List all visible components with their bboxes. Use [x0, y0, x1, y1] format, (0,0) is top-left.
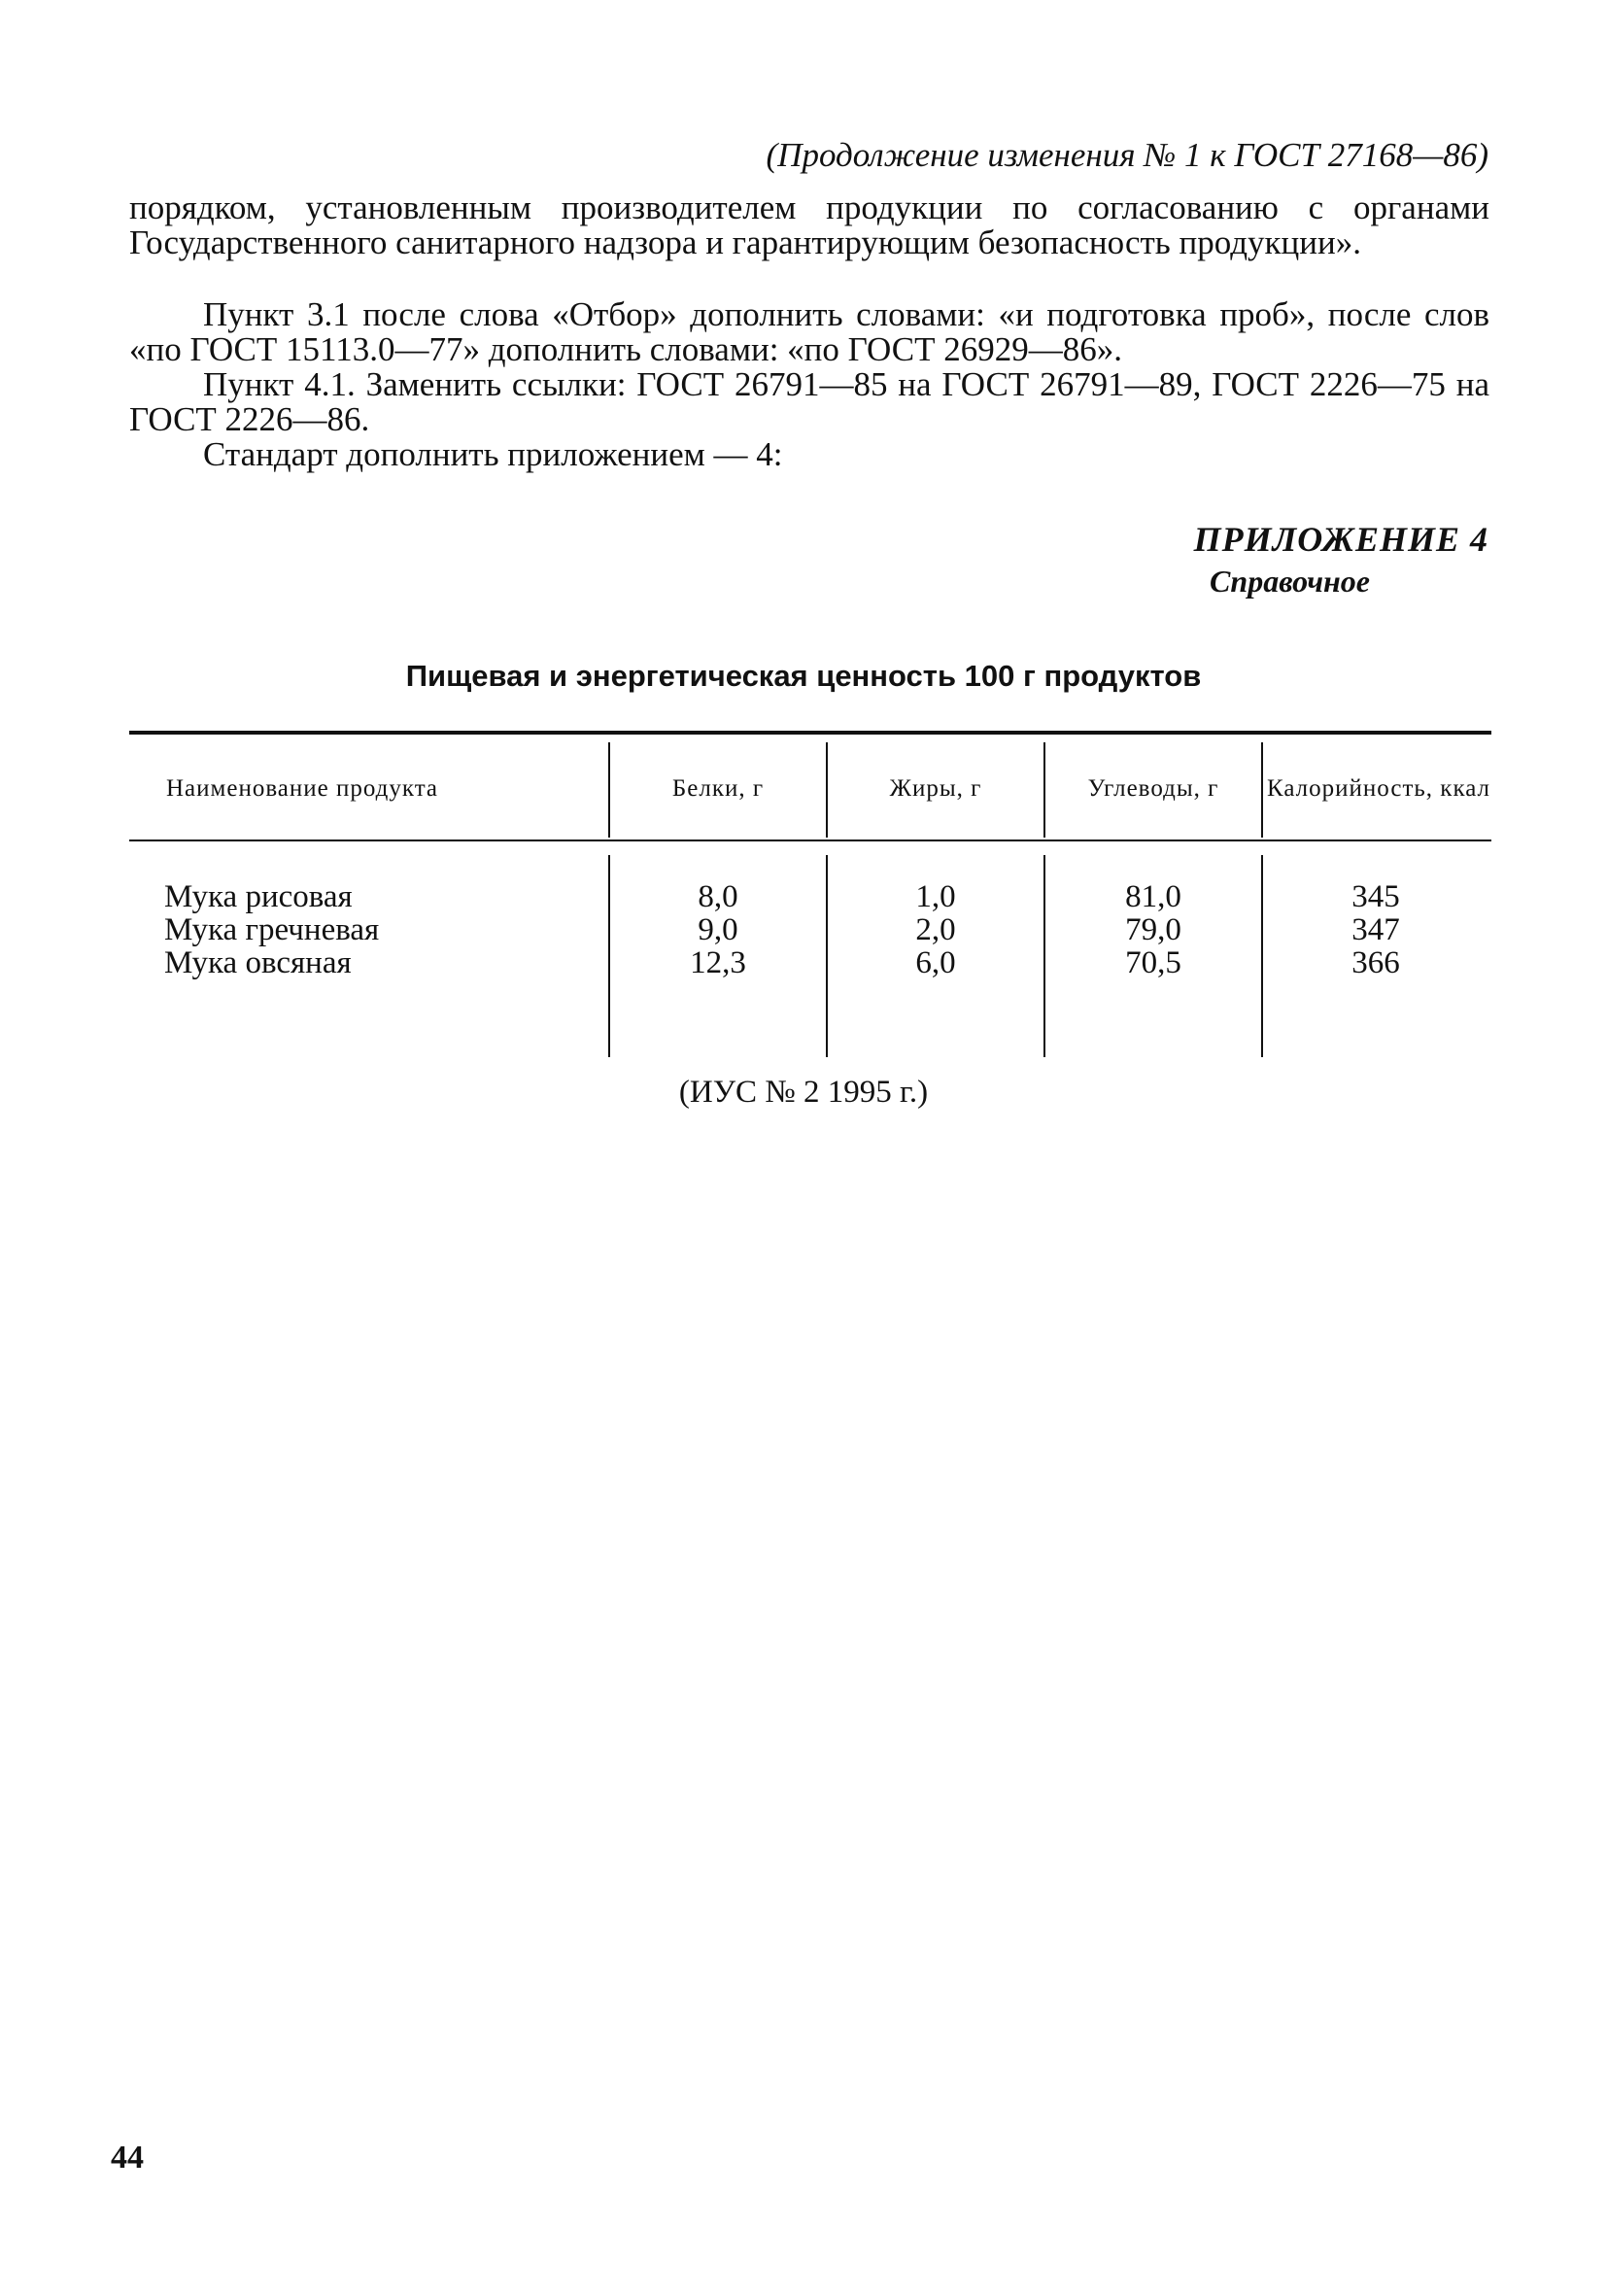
- fat-cell: 2,0: [915, 912, 956, 947]
- appendix-subtitle: Справочное: [1210, 564, 1370, 599]
- column-protein: [610, 880, 826, 979]
- header-product-name: Наименование продукта: [166, 775, 439, 802]
- header-calories: Калорийность, ккал: [1266, 775, 1491, 802]
- table-title: Пищевая и энергетическая ценность 100 г продуктов: [405, 659, 1202, 693]
- header-divider: [1261, 742, 1263, 838]
- nutrition-table: [129, 731, 1491, 1057]
- calories-cell: 345: [1351, 879, 1400, 914]
- table-top-rule: [129, 731, 1491, 735]
- page-number: 44: [111, 2140, 144, 2176]
- carbohydrates-cell: 79,0: [1125, 912, 1181, 947]
- carbohydrates-cell: 81,0: [1125, 879, 1181, 914]
- paragraph-item-4-1: Пункт 4.1. Заменить ссылки: ГОСТ 26791—85 на ГОСТ 26791—89, ГОСТ 2226—75 на ГОСТ 2226—86.: [129, 365, 1489, 438]
- carbohydrates-cell: 70,5: [1125, 945, 1181, 980]
- header-protein: Белки, г: [671, 775, 765, 802]
- product-name-cell: Мука рисовая: [164, 879, 353, 914]
- table-header-rule: [129, 840, 1491, 841]
- product-name-cell: Мука овсяная: [164, 945, 352, 980]
- paragraph-continuation: порядком, установленным производителем продукции по согласованию с органами Государственного санитарного надзора и гарантирующим безопасность продукции».: [129, 188, 1489, 261]
- protein-cell: 12,3: [690, 945, 746, 980]
- document-header: (Продолжение изменения № 1 к ГОСТ 27168—86): [766, 136, 1488, 174]
- column-carbohydrates: [1045, 880, 1261, 979]
- fat-cell: 6,0: [915, 945, 956, 980]
- calories-cell: 347: [1351, 912, 1400, 947]
- calories-cell: 366: [1351, 945, 1400, 980]
- source-reference: (ИУС № 2 1995 г.): [678, 1075, 929, 1110]
- appendix-title: ПРИЛОЖЕНИЕ 4: [1193, 520, 1488, 559]
- product-name-cell: Мука гречневая: [164, 912, 380, 947]
- paragraph-item-3-1: Пункт 3.1 после слова «Отбор» дополнить словами: «и подготовка проб», после слов «по ГОСТ 15113.0—77» дополнить словами: «по ГОСТ 26929—86».: [129, 295, 1489, 368]
- column-product-names: [164, 880, 379, 979]
- fat-cell: 1,0: [915, 879, 956, 914]
- header-carbohydrates: Углеводы, г: [1087, 775, 1219, 802]
- protein-cell: 9,0: [698, 912, 738, 947]
- column-calories: [1263, 880, 1488, 979]
- protein-cell: 8,0: [698, 879, 738, 914]
- paragraph-appendix-note: Стандарт дополнить приложением — 4:: [203, 435, 783, 473]
- column-fat: [828, 880, 1043, 979]
- header-fat: Жиры, г: [889, 775, 982, 802]
